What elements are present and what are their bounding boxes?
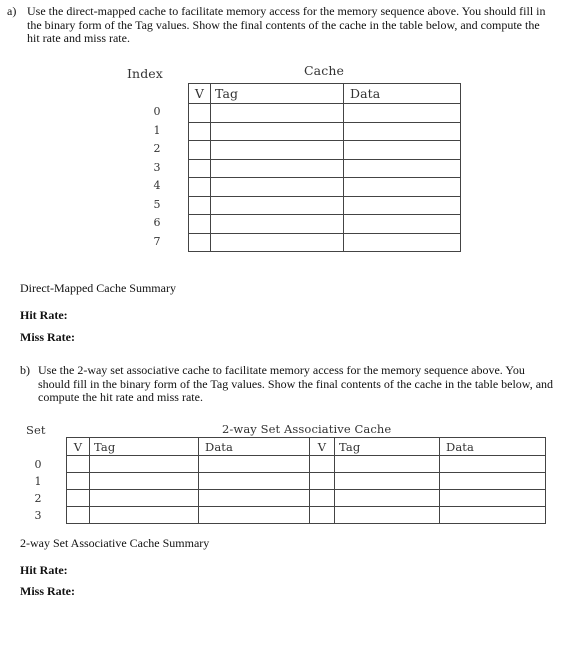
index-column: [147, 103, 167, 251]
set-0: 0: [34, 458, 42, 471]
cell-tag[interactable]: [211, 141, 344, 160]
table-header-row: [67, 438, 546, 456]
cell-data[interactable]: [344, 196, 461, 215]
cell-tag[interactable]: [211, 159, 344, 178]
cell-data[interactable]: [344, 233, 461, 252]
part-a-miss-rate-label: Miss Rate:: [20, 330, 75, 344]
cell-v[interactable]: [310, 473, 335, 490]
cell-v[interactable]: [67, 473, 90, 490]
col-data-header: Data: [344, 84, 461, 104]
table-row: [189, 141, 461, 160]
index-7: 7: [153, 234, 161, 248]
cell-tag[interactable]: [211, 104, 344, 123]
cell-v[interactable]: [67, 490, 90, 507]
cell-tag[interactable]: [90, 473, 199, 490]
cell-tag[interactable]: [90, 490, 199, 507]
table-row: [67, 490, 546, 507]
cell-data[interactable]: [440, 473, 546, 490]
cell-v[interactable]: [310, 456, 335, 473]
cell-v[interactable]: [189, 178, 211, 197]
cell-tag[interactable]: [335, 490, 440, 507]
part-a-hit-rate-label: Hit Rate:: [20, 308, 68, 322]
table-row: [189, 196, 461, 215]
cell-data[interactable]: [199, 456, 310, 473]
col-data-header: Data: [199, 438, 310, 456]
index-5: 5: [153, 197, 161, 211]
cell-v[interactable]: [310, 490, 335, 507]
index-3: 3: [153, 160, 161, 174]
cell-tag[interactable]: [211, 215, 344, 234]
question-line: Use the 2-way set associative cache to facilitate memory access for the memory sequence above. You: [38, 363, 525, 377]
cell-data[interactable]: [344, 104, 461, 123]
index-header: Index: [127, 66, 163, 81]
cell-tag[interactable]: [211, 196, 344, 215]
cell-data[interactable]: [344, 215, 461, 234]
table-row: [189, 178, 461, 197]
cache-header: Cache: [304, 63, 344, 78]
direct-mapped-cache-table: [188, 83, 461, 252]
cell-data[interactable]: [344, 178, 461, 197]
cell-tag[interactable]: [335, 507, 440, 524]
col-tag-header: Tag: [211, 84, 344, 104]
cell-tag[interactable]: [211, 122, 344, 141]
part-a-label: a): [7, 4, 17, 18]
set-assoc-summary-title: 2-way Set Associative Cache Summary: [20, 536, 210, 550]
col-v2-header: V: [310, 438, 335, 456]
cell-v[interactable]: [189, 104, 211, 123]
direct-mapped-summary-title: Direct-Mapped Cache Summary: [20, 281, 176, 295]
part-b-miss-rate-label: Miss Rate:: [20, 584, 75, 598]
col-tag2-header: Tag: [335, 438, 440, 456]
col-tag-header: Tag: [90, 438, 199, 456]
part-a-question: [27, 5, 565, 46]
cell-v[interactable]: [189, 215, 211, 234]
table-row: [189, 104, 461, 123]
part-b-question: [38, 364, 563, 405]
cell-v[interactable]: [189, 122, 211, 141]
question-line: should fill in the binary form of the Tag values. Show the final contents of the cache in the table below, and: [38, 376, 554, 391]
table-row: [189, 122, 461, 141]
question-line: compute the hit rate and miss rate.: [38, 390, 203, 404]
cell-tag[interactable]: [90, 456, 199, 473]
question-line: the binary form of the Tag values. Show the final contents of the cache in the table below, and compute the: [27, 17, 540, 32]
cell-data[interactable]: [440, 456, 546, 473]
col-v-header: V: [189, 84, 211, 104]
set-2: 2: [34, 492, 42, 505]
cell-tag[interactable]: [211, 233, 344, 252]
table-row: [189, 233, 461, 252]
cell-tag[interactable]: [90, 507, 199, 524]
table-row: [67, 507, 546, 524]
set-assoc-cache-header: 2-way Set Associative Cache: [222, 422, 392, 436]
cell-v[interactable]: [189, 233, 211, 252]
part-b-label: b): [20, 363, 30, 377]
table-row: [189, 215, 461, 234]
index-1: 1: [153, 123, 161, 137]
table-row: [67, 473, 546, 490]
col-data2-header: Data: [440, 438, 546, 456]
cell-tag[interactable]: [335, 473, 440, 490]
set-header: Set: [26, 423, 46, 437]
set-3: 3: [34, 509, 42, 522]
col-v-header: V: [67, 438, 90, 456]
index-0: 0: [153, 105, 161, 118]
cell-data[interactable]: [440, 490, 546, 507]
cell-v[interactable]: [67, 456, 90, 473]
cell-data[interactable]: [344, 122, 461, 141]
cell-v[interactable]: [310, 507, 335, 524]
set-column: [30, 456, 46, 524]
cell-data[interactable]: [199, 490, 310, 507]
cell-v[interactable]: [189, 196, 211, 215]
index-4: 4: [153, 179, 161, 192]
cell-data[interactable]: [344, 141, 461, 160]
cell-v[interactable]: [67, 507, 90, 524]
table-header-row: [189, 84, 461, 104]
index-2: 2: [153, 142, 161, 155]
cell-data[interactable]: [440, 507, 546, 524]
part-b-hit-rate-label: Hit Rate:: [20, 563, 68, 577]
set-associative-cache-table: [66, 437, 546, 524]
cell-tag[interactable]: [335, 456, 440, 473]
cell-data[interactable]: [199, 473, 310, 490]
cell-v[interactable]: [189, 159, 211, 178]
cell-data[interactable]: [344, 159, 461, 178]
question-line: hit rate and miss rate.: [27, 31, 130, 45]
cell-data[interactable]: [199, 507, 310, 524]
cell-v[interactable]: [189, 141, 211, 160]
set-1: 1: [34, 475, 42, 488]
question-line: Use the direct-mapped cache to facilitate memory access for the memory sequence above. You should fill in: [27, 4, 546, 18]
table-row: [189, 159, 461, 178]
cell-tag[interactable]: [211, 178, 344, 197]
table-row: [67, 456, 546, 473]
index-6: 6: [153, 216, 161, 229]
